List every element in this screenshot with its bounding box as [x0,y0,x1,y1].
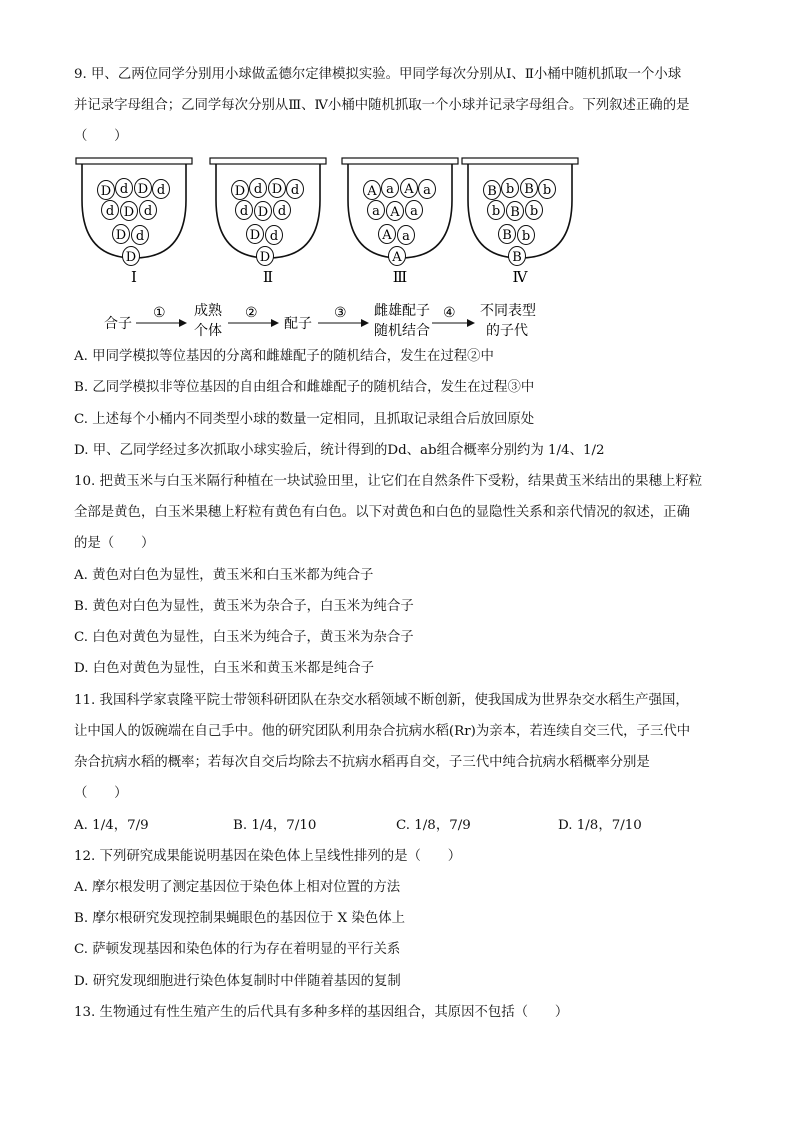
ball-label: a [386,182,394,197]
ball-label: B [502,228,512,243]
ball-label: b [542,183,552,198]
q12-option-b[interactable]: B. 摩尔根研究发现控制果蝇眼色的基因位于 X 染色体上 [74,911,405,926]
flow-step-1: ① [153,305,166,321]
q12-stem-line1: 12. 下列研究成果能说明基因在染色体上呈线性排列的是（ ） [74,849,462,864]
bucket-rim [462,158,578,164]
ball-label: D [257,205,269,220]
bucket-1 [76,158,192,286]
bucket-label: Ⅳ [512,268,528,286]
q10-option-b[interactable]: B. 黄色对白色为显性，黄玉米为杂合子，白玉米为纯合子 [74,599,414,614]
flow-node-2: 配子 [284,316,312,332]
ball-label: D [137,182,149,197]
ball-label: d [143,204,153,219]
q11-stem-line1: 11. 我国科学家袁隆平院士带领科研团队在杂交水稻领域不断创新，使我国成为世界杂交水稻生产强国， [74,693,689,708]
ball-label: D [125,250,137,265]
ball-label: a [402,229,410,244]
ball-label: A [367,184,377,199]
q9-option-a[interactable]: A. 甲同学模拟等位基因的分离和雌雄配子的随机结合，发生在过程②中 [74,349,494,364]
ball-label: d [277,204,287,219]
q10-stem-line1: 10. 把黄玉米与白玉米隔行种植在一块试验田里，让它们在自然条件下受粉，结果黄玉米结出的果穗上籽粒 [74,474,703,489]
ball-label: A [404,182,414,197]
ball-label: d [269,229,279,244]
ball-label: d [105,204,115,219]
q11-option-b[interactable]: B. 1/4，7/10 [233,818,317,833]
ball-label: d [119,182,129,197]
q9-option-b[interactable]: B. 乙同学模拟非等位基因的自由组合和雌雄配子的随机结合，发生在过程③中 [74,380,535,395]
q13-stem-line1: 13. 生物通过有性生殖产生的后代具有多种多样的基因组合，其原因不包括（ ） [74,1005,569,1020]
ball-label: d [239,204,249,219]
bucket-3 [342,158,458,286]
ball-label: a [423,183,431,198]
bucket-rim [210,158,326,164]
process-flow-diagram [0,297,794,347]
flow-start: 合子 [104,316,132,332]
ball-label: B [512,250,522,265]
ball-label: b [491,204,501,219]
bucket-4 [462,158,578,286]
ball-label: D [100,184,112,199]
q9-stem-line3: （ ） [74,129,128,144]
q12-option-d[interactable]: D. 研究发现细胞进行染色体复制时中伴随着基因的复制 [74,974,401,989]
ball-label: D [115,228,127,243]
q10-option-a[interactable]: A. 黄色对白色为显性，黄玉米和白玉米都为纯合子 [74,568,374,583]
flow-step-4: ④ [443,305,456,321]
flow-node-3b: 随机结合 [374,323,430,339]
ball-label: A [392,250,402,265]
q10-option-c[interactable]: C. 白色对黄色为显性，白玉米为纯合子，黄玉米为杂合子 [74,630,414,645]
ball-label: a [372,204,380,219]
flow-node-1b: 个体 [194,323,222,339]
ball-label: D [259,250,271,265]
flow-node-1a: 成熟 [194,303,222,319]
ball-label: D [249,228,261,243]
ball-label: d [156,183,166,198]
flow-step-2: ② [245,305,258,321]
ball-label: B [524,182,534,197]
ball-label: d [135,229,145,244]
flow-node-4b: 的子代 [486,323,528,339]
ball-label: B [510,205,520,220]
q11-stem-line2: 让中国人的饭碗端在自己手中。他的研究团队利用杂合抗病水稻(Rr)为亲本，若连续自交三代，子三代中 [74,724,691,739]
q11-option-c[interactable]: C. 1/8，7/9 [396,818,471,833]
bucket-rim [342,158,458,164]
q11-stem-line3: 杂合抗病水稻的概率；若每次自交后均除去不抗病水稻再自交，子三代中纯合抗病水稻概率分别是 [74,755,650,770]
ball-label: b [505,182,515,197]
bucket-label: Ⅲ [392,268,408,286]
flow-node-4a: 不同表型 [480,303,536,319]
q11-option-a[interactable]: A. 1/4，7/9 [74,818,149,833]
bucket-2 [210,158,326,286]
q10-stem-line3: 的是（ ） [74,536,155,551]
bucket-label: Ⅰ [131,268,137,286]
q12-option-c[interactable]: C. 萨顿发现基因和染色体的行为存在着明显的平行关系 [74,942,401,957]
q10-stem-line2: 全部是黄色，白玉米果穗上籽粒有黄色有白色。以下对黄色和白色的显隐性关系和亲代情况的叙述，正确 [74,505,690,520]
ball-label: D [123,205,135,220]
q9-stem-line1: 9. 甲、乙两位同学分别用小球做孟德尔定律模拟实验。甲同学每次分别从Ⅰ、Ⅱ小桶中随机抓取一个小球 [74,67,682,82]
q11-stem-line4: （ ） [74,786,128,801]
q10-option-d[interactable]: D. 白色对黄色为显性，白玉米和黄玉米都是纯合子 [74,661,374,676]
ball-label: D [271,182,283,197]
q9-stem-line2: 并记录字母组合；乙同学每次分别从Ⅲ、Ⅳ小桶中随机抓取一个小球并记录字母组合。下列叙述正确的是 [74,98,690,113]
q12-option-a[interactable]: A. 摩尔根发明了测定基因位于染色体上相对位置的方法 [74,880,401,895]
ball-label: d [253,182,263,197]
ball-label: b [521,229,531,244]
bucket-label: Ⅱ [262,268,274,286]
ball-label: B [487,184,497,199]
ball-label: b [529,204,539,219]
ball-label: d [290,183,300,198]
q9-option-d[interactable]: D. 甲、乙同学经过多次抓取小球实验后，统计得到的Dd、ab组合概率分别约为 1/4、1/2 [74,443,605,458]
flow-node-3a: 雌雄配子 [374,303,430,319]
bucket-rim [76,158,192,164]
flow-step-3: ③ [334,305,347,321]
ball-label: A [382,228,392,243]
q11-option-d[interactable]: D. 1/8，7/10 [558,818,642,833]
ball-label: a [410,204,418,219]
ball-label: A [390,205,400,220]
q9-option-c[interactable]: C. 上述每个小桶内不同类型小球的数量一定相同，且抓取记录组合后放回原处 [74,412,535,427]
ball-label: D [234,184,246,199]
